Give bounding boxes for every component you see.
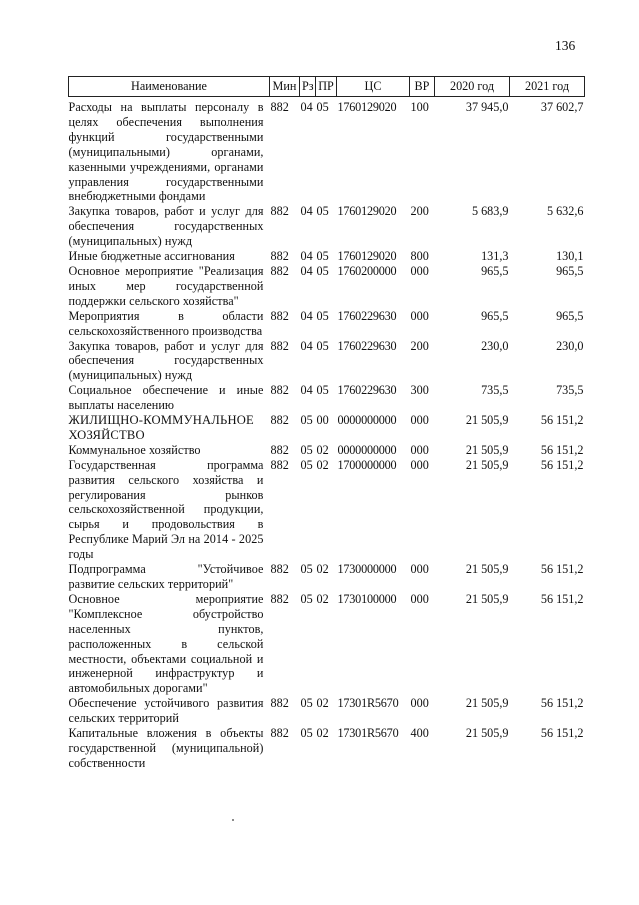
- header-vr: ВР: [410, 77, 435, 97]
- cell-cs: 1760129020: [337, 249, 397, 264]
- cell-y2020: 735,5: [481, 383, 509, 398]
- cell-name: Государственная программа развития сельского хозяйства и регулирования рынков сельскохозяйственной продукции, сырья и продовольствия в Республике Марий Эл на 2014 - 2025 годы: [68, 457, 264, 562]
- cell-rz: 04: [300, 308, 313, 323]
- cell-vr: 000: [410, 591, 429, 606]
- cell-pr: 05: [316, 338, 329, 353]
- cell-name: Закупка товаров, работ и услуг для обеспечения государственных (муниципальных) нужд: [68, 204, 264, 249]
- table-row: [69, 249, 585, 264]
- cell-rz: 05: [300, 442, 313, 457]
- cell-y2021: 965,5: [556, 263, 584, 278]
- cell-y2020: 965,5: [481, 263, 509, 278]
- cell-rz: 05: [300, 696, 313, 711]
- cell-cs: 1760200000: [337, 263, 397, 278]
- table-row: [69, 696, 585, 726]
- cell-vr: 000: [410, 696, 429, 711]
- table-row: [69, 383, 585, 413]
- cell-pr: 02: [316, 726, 329, 741]
- cell-name: Расходы на выплаты персоналу в целях обеспечения выполнения функций государственными (муниципальными) органами, казенными учреждениями, органами управления государственными внебюджетными фондами: [68, 100, 264, 204]
- cell-pr: 02: [316, 696, 329, 711]
- header-min: Мин: [270, 77, 300, 97]
- cell-rz: 04: [300, 204, 313, 219]
- cell-name: Основное мероприятие "Реализация иных мер государственной поддержки сельского хозяйства": [68, 263, 264, 308]
- cell-y2021: 130,1: [556, 249, 584, 264]
- cell-min: 882: [270, 591, 289, 606]
- cell-rz: 05: [300, 591, 313, 606]
- cell-rz: 05: [300, 726, 313, 741]
- cell-name: ЖИЛИЩНО-КОММУНАЛЬНОЕ ХОЗЯЙСТВО: [68, 413, 254, 442]
- cell-min: 882: [270, 696, 289, 711]
- cell-vr: 200: [410, 338, 429, 353]
- cell-vr: 000: [410, 263, 429, 278]
- cell-name: Закупка товаров, работ и услуг для обеспечения государственных (муниципальных) нужд: [68, 338, 264, 383]
- cell-vr: 000: [410, 413, 429, 428]
- cell-pr: 05: [316, 383, 329, 398]
- cell-y2020: 230,0: [481, 338, 509, 353]
- cell-rz: 05: [300, 457, 313, 472]
- cell-y2021: 56 151,2: [540, 591, 584, 606]
- cell-rz: 05: [300, 413, 313, 428]
- cell-y2020: 21 505,9: [465, 457, 509, 472]
- cell-pr: 05: [316, 308, 329, 323]
- cell-name: Мероприятия в области сельскохозяйственного производства: [68, 308, 264, 338]
- cell-vr: 100: [410, 100, 429, 114]
- table-row: [69, 309, 585, 339]
- cell-vr: 200: [410, 204, 429, 219]
- table-row: [69, 726, 585, 771]
- cell-pr: 02: [316, 591, 329, 606]
- cell-cs: 17301R5670: [337, 696, 399, 711]
- cell-y2021: 230,0: [556, 338, 584, 353]
- cell-y2021: 56 151,2: [540, 442, 584, 457]
- cell-cs: 1760129020: [337, 204, 397, 219]
- cell-name: Иные бюджетные ассигнования: [68, 249, 235, 264]
- cell-cs: 1760129020: [337, 100, 397, 114]
- cell-y2020: 21 505,9: [465, 726, 509, 741]
- header-name: Наименование: [69, 77, 270, 97]
- cell-name: Подпрограмма "Устойчивое развитие сельских территорий": [68, 562, 264, 591]
- cell-min: 882: [270, 249, 289, 264]
- cell-vr: 000: [410, 442, 429, 457]
- cell-pr: 05: [316, 100, 329, 114]
- cell-name: Коммунальное хозяйство: [68, 442, 201, 457]
- header-pr: ПР: [316, 77, 337, 97]
- cell-y2021: 56 151,2: [540, 696, 584, 711]
- table-row: [69, 592, 585, 696]
- cell-y2021: 56 151,2: [540, 413, 584, 428]
- cell-y2020: 21 505,9: [465, 442, 509, 457]
- cell-rz: 04: [300, 338, 313, 353]
- cell-cs: 1760229630: [337, 308, 397, 323]
- cell-y2021: 56 151,2: [540, 726, 584, 741]
- cell-pr: 02: [316, 562, 329, 577]
- cell-min: 882: [270, 204, 289, 219]
- cell-min: 882: [270, 457, 289, 472]
- cell-name: Социальное обеспечение и иные выплаты населению: [68, 383, 264, 413]
- table-row: [69, 264, 585, 309]
- cell-y2021: 56 151,2: [540, 457, 584, 472]
- cell-min: 882: [270, 308, 289, 323]
- cell-rz: 04: [300, 383, 313, 398]
- cell-rz: 04: [300, 100, 313, 114]
- cell-rz: 04: [300, 263, 313, 278]
- header-2020: 2020 год: [435, 77, 510, 97]
- table-header: [69, 77, 585, 97]
- cell-pr: 00: [316, 413, 329, 428]
- cell-cs: 1760229630: [337, 338, 397, 353]
- cell-vr: 800: [410, 249, 429, 264]
- cell-cs: 1700000000: [337, 457, 397, 472]
- cell-min: 882: [270, 413, 289, 428]
- page-number: 136: [555, 38, 576, 53]
- cell-cs: 1730000000: [337, 562, 397, 577]
- table-row: [69, 458, 585, 562]
- cell-name: Основное мероприятие "Комплексное обустройство населенных пунктов, расположенных в сельской местности, объектами социальной и инженерной инфраструктур и автомобильных дорогами": [68, 591, 264, 696]
- table-row: [69, 339, 585, 384]
- cell-pr: 05: [316, 263, 329, 278]
- table-body: [69, 97, 585, 771]
- header-cs: ЦС: [337, 77, 410, 97]
- cell-vr: 300: [410, 383, 429, 398]
- header-row: [69, 77, 585, 97]
- cell-min: 882: [270, 338, 289, 353]
- cell-y2020: 21 505,9: [465, 562, 509, 577]
- cell-vr: 000: [410, 457, 429, 472]
- cell-min: 882: [270, 383, 289, 398]
- cell-min: 882: [270, 562, 289, 577]
- cell-rz: 05: [300, 562, 313, 577]
- cell-name: Капитальные вложения в объекты государственной (муниципальной) собственности: [68, 726, 264, 770]
- cell-pr: 02: [316, 442, 329, 457]
- cell-min: 882: [270, 442, 289, 457]
- scan-dot: [232, 819, 234, 821]
- cell-vr: 400: [410, 726, 429, 741]
- cell-y2020: 21 505,9: [465, 413, 509, 428]
- cell-cs: 0000000000: [337, 413, 397, 428]
- cell-cs: 0000000000: [337, 442, 397, 457]
- cell-pr: 02: [316, 457, 329, 472]
- table-row: [69, 97, 585, 205]
- cell-name: Обеспечение устойчивого развития сельских территорий: [68, 696, 264, 726]
- cell-y2020: 37 945,0: [465, 100, 509, 114]
- budget-table: [68, 76, 585, 771]
- cell-y2021: 735,5: [556, 383, 584, 398]
- cell-y2021: 37 602,7: [540, 100, 584, 114]
- table-row: [69, 204, 585, 249]
- cell-y2020: 5 683,9: [471, 204, 509, 219]
- table-row: [69, 443, 585, 458]
- cell-y2020: 21 505,9: [465, 591, 509, 606]
- cell-vr: 000: [410, 308, 429, 323]
- cell-vr: 000: [410, 562, 429, 577]
- cell-y2021: 5 632,6: [546, 204, 584, 219]
- header-2021: 2021 год: [510, 77, 585, 97]
- cell-cs: 1760229630: [337, 383, 397, 398]
- cell-pr: 05: [316, 249, 329, 264]
- table-row: [69, 413, 585, 443]
- cell-min: 882: [270, 100, 289, 114]
- cell-y2021: 965,5: [556, 308, 584, 323]
- table-row: [69, 562, 585, 592]
- cell-min: 882: [270, 726, 289, 741]
- cell-pr: 05: [316, 204, 329, 219]
- cell-y2020: 965,5: [481, 308, 509, 323]
- cell-y2021: 56 151,2: [540, 562, 584, 577]
- header-rz: Рз: [300, 77, 316, 97]
- cell-rz: 04: [300, 249, 313, 264]
- cell-y2020: 21 505,9: [465, 696, 509, 711]
- cell-min: 882: [270, 263, 289, 278]
- cell-cs: 17301R5670: [337, 726, 399, 741]
- cell-y2020: 131,3: [481, 249, 509, 264]
- cell-cs: 1730100000: [337, 591, 397, 606]
